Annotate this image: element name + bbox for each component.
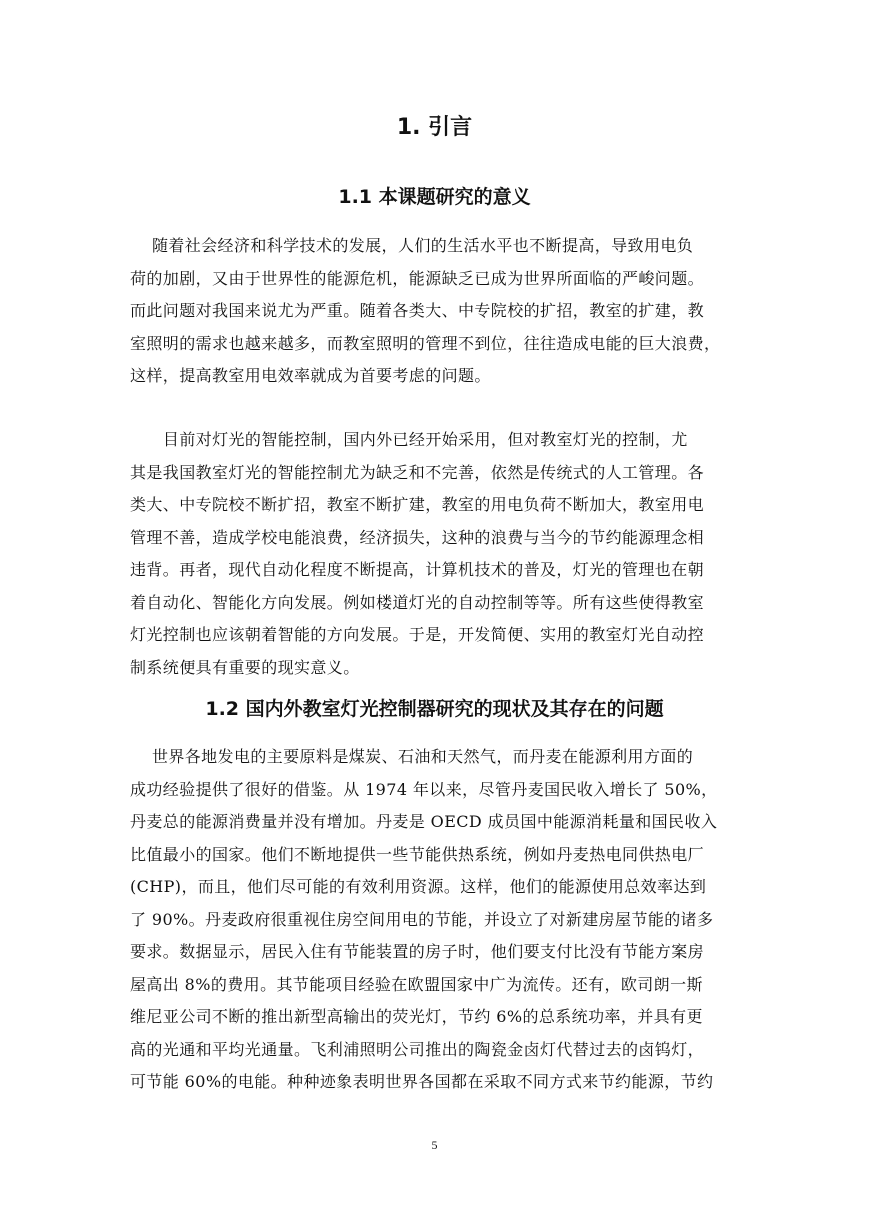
section-title-1-1: 1.1 本课题研究的意义 [338, 186, 531, 208]
text-line: 比值最小的国家。他们不断地提供一些节能供热系统，例如丹麦热电同供热电厂 [130, 844, 705, 864]
text-line: 可节能 60%的电能。种种迹象表明世界各国都在采取不同方式来节约能源，节约 [130, 1072, 714, 1091]
text-line: 类大、中专院校不断扩招，教室不断扩建，教室的用电负荷不断加大，教室用电 [130, 495, 705, 514]
text-line: 目前对灯光的智能控制，国内外已经开始采用，但对教室灯光的控制，尤 [130, 430, 688, 449]
text-line: 随着社会经济和科学技术的发展，人们的生活水平也不断提高，导致用电负 [130, 236, 694, 255]
section-title-1-2: 1.2 国内外教室灯光控制器研究的现状及其存在的问题 [205, 698, 664, 720]
text-line: 丹麦总的能源消费量并没有增加。丹麦是 OECD 成员国中能源消耗量和国民收入 [130, 812, 718, 831]
text-line: 维尼亚公司不断的推出新型高输出的荧光灯，节约 6%的总系统功率，并具有更 [130, 1007, 703, 1026]
text-line: 而此问题对我国来说尤为严重。随着各类大、中专院校的扩招，教室的扩建，教 [130, 301, 705, 320]
text-line: 灯光控制也应该朝着智能的方向发展。于是，开发简便、实用的教室灯光自动控 [130, 625, 705, 644]
paragraph-significance-2 [130, 424, 738, 684]
text-line: 高的光通和平均光通量。飞利浦照明公司推出的陶瓷金卤灯代替过去的卤钨灯， [130, 1039, 705, 1059]
paragraph-significance-1 [130, 230, 738, 393]
text-line: 着自动化、智能化方向发展。例如楼道灯光的自动控制等等。所有这些使得教室 [130, 592, 705, 612]
paragraph-status-1 [130, 741, 738, 1099]
text-line: 违背。再者，现代自动化程度不断提高，计算机技术的普及，灯光的管理也在朝 [130, 560, 705, 579]
text-line: 世界各地发电的主要原料是煤炭、石油和天然气，而丹麦在能源利用方面的 [130, 747, 694, 766]
text-line: 荷的加剧，又由于世界性的能源危机，能源缺乏已成为世界所面临的严峻问题。 [130, 268, 705, 288]
page-number: 5 [431, 1138, 438, 1152]
text-line: 要求。数据显示，居民入住有节能装置的房子时，他们要支付比没有节能方案房 [130, 942, 705, 961]
text-line: 了 90%。丹麦政府很重视住房空间用电的节能，并设立了对新建房屋节能的诸多 [130, 909, 714, 929]
text-line: (CHP)，而且，他们尽可能的有效利用资源。这样，他们的能源使用总效率达到 [130, 877, 707, 896]
text-line: 屋高出 8%的费用。其节能项目经验在欧盟国家中广为流传。还有，欧司朗一斯 [130, 974, 703, 994]
text-line: 其是我国教室灯光的智能控制尤为缺乏和不完善，依然是传统式的人工管理。各 [130, 462, 705, 482]
chapter-title: 1. 引言 [396, 115, 473, 140]
text-line: 管理不善，造成学校电能浪费，经济损失，这种的浪费与当今的节约能源理念相 [130, 527, 705, 547]
text-line: 成功经验提供了很好的借鉴。从 1974 年以来，尽管丹麦国民收入增长了 50%， [130, 779, 718, 799]
text-line: 制系统便具有重要的现实意义。 [130, 657, 360, 677]
text-line: 这样，提高教室用电效率就成为首要考虑的问题。 [130, 366, 491, 385]
text-line: 室照明的需求也越来越多，而教室照明的管理不到位，往往造成电能的巨大浪费， [130, 333, 721, 353]
